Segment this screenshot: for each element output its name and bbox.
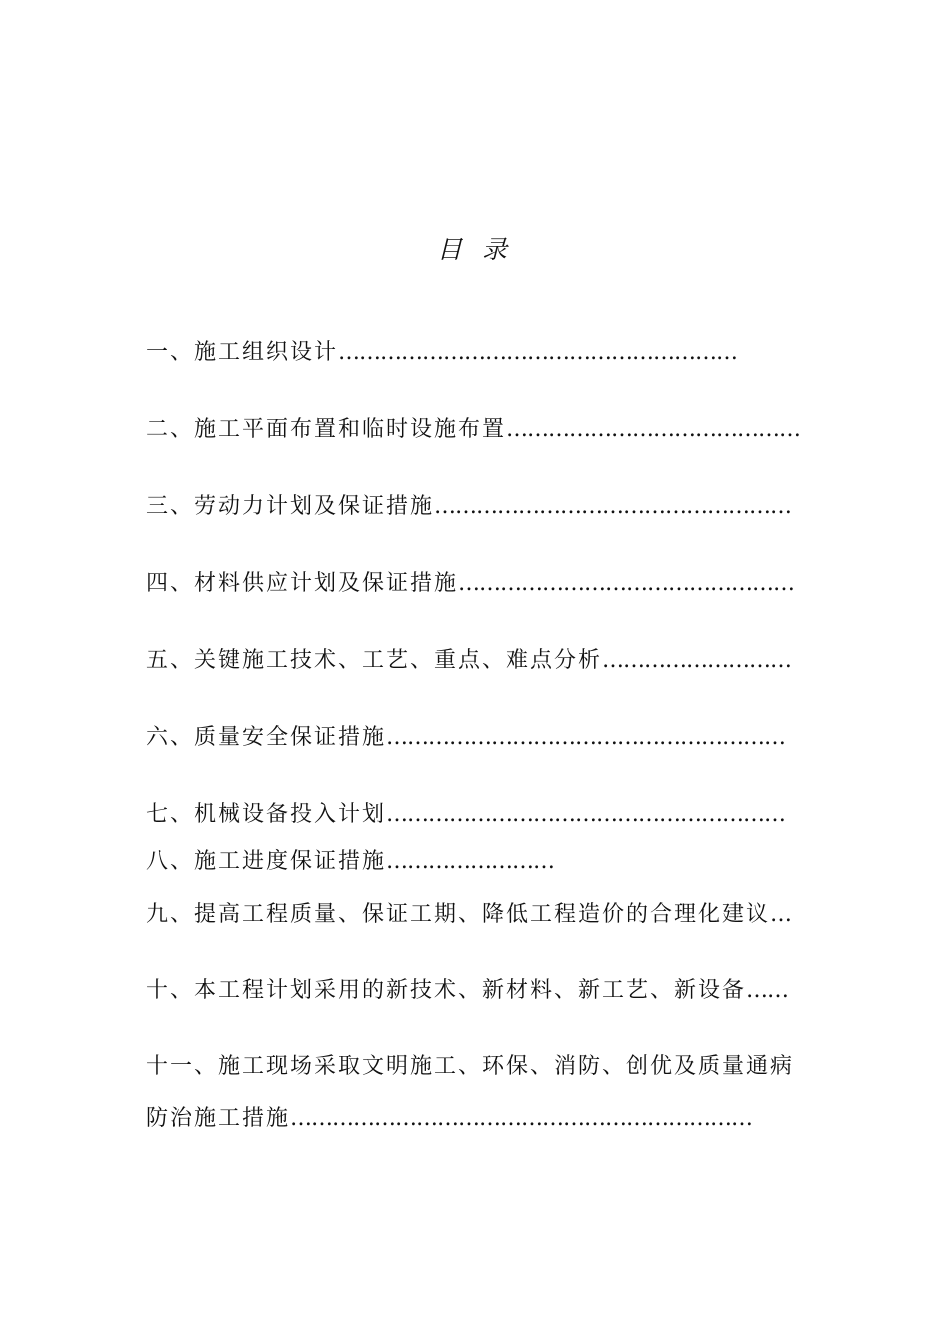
toc-entry-5[interactable] [146,645,806,677]
toc-entry-11[interactable] [146,1051,806,1083]
toc-entry-8[interactable] [146,846,806,878]
toc-entry-4[interactable] [146,568,806,600]
toc-entry-10[interactable] [146,975,806,1007]
toc-entry-1[interactable] [146,337,806,369]
toc-entry-text: 二、施工平面布置和临时设施布置 [146,417,507,442]
toc-leader-dots: …………………………………………… [434,494,792,519]
toc-entry-6[interactable] [146,722,806,754]
toc-leader-dots: ………………………………………………………… [290,1106,753,1131]
toc-leader-dots: ………………………………………………… [386,725,786,750]
toc-entry-9[interactable] [146,899,806,931]
toc-entry-text: 一、施工组织设计 [146,340,339,365]
toc-entry-text: 十一、施工现场采取文明施工、环保、消防、创优及质量通病 [146,1054,795,1079]
toc-title: 目 录 [437,235,513,264]
toc-entry-2[interactable] [146,414,806,446]
toc-leader-dots: ………………………………………… [458,571,795,596]
toc-entry-text: 八、施工进度保证措施 [146,849,387,874]
toc-entry-text: 防治施工措施 [146,1106,291,1131]
toc-entry-text: 三、劳动力计划及保证措施 [146,494,435,519]
toc-entry-text: 四、材料供应计划及保证措施 [146,571,459,596]
toc-leader-dots: …………………… [386,849,555,874]
toc-entry-7[interactable] [146,799,806,831]
toc-entry-3[interactable] [146,491,806,523]
toc-entry-text: 九、提高工程质量、保证工期、降低工程造价的合理化建议 [146,902,771,927]
toc-leader-dots: ………………………………………………… [386,802,786,827]
toc-leader-dots: ……………………… [602,648,792,673]
toc-leader-dots: … [770,902,792,927]
toc-leader-dots: …………………………………… [506,417,801,442]
toc-leader-dots: ………………………………………………… [338,340,738,365]
toc-entry-text: 七、机械设备投入计划 [146,802,387,827]
toc-entry-11-continued[interactable] [146,1103,806,1135]
toc-entry-text: 五、关键施工技术、工艺、重点、难点分析 [146,648,603,673]
toc-entry-text: 六、质量安全保证措施 [146,725,387,750]
toc-leader-dots: …… [746,978,789,1003]
toc-entry-text: 十、本工程计划采用的新技术、新材料、新工艺、新设备 [146,978,747,1003]
